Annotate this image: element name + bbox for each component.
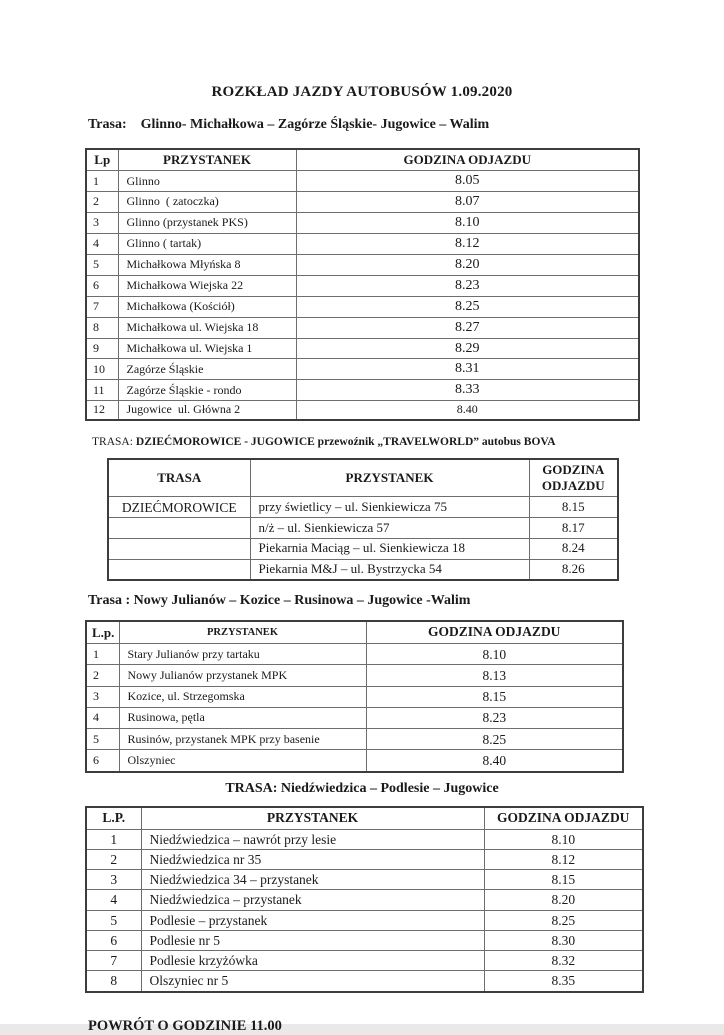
lp-cell: 2 — [86, 192, 118, 213]
stop-cell: Zagórze Śląskie - rondo — [118, 380, 296, 401]
table-row — [86, 359, 639, 380]
time-cell: 8.24 — [529, 538, 618, 559]
stop-column-header: PRZYSTANEK — [118, 149, 296, 171]
lp-cell: 3 — [86, 686, 119, 707]
route4-table — [85, 806, 644, 993]
time-cell: 8.31 — [296, 359, 639, 380]
lp-cell: 4 — [86, 233, 118, 254]
lp-cell: 2 — [86, 665, 119, 686]
time-cell: 8.23 — [296, 275, 639, 296]
header-row — [86, 149, 639, 171]
trasa-column-header: TRASA — [108, 459, 250, 497]
time-cell: 8.15 — [366, 686, 623, 707]
table-row — [86, 254, 639, 275]
lp-cell: 3 — [86, 870, 141, 890]
time-cell: 8.15 — [484, 870, 643, 890]
table-row — [86, 401, 639, 420]
stop-column-header: PRZYSTANEK — [141, 807, 484, 829]
stop-cell: Podlesie – przystanek — [141, 910, 484, 930]
time-cell: 8.35 — [484, 971, 643, 992]
route1-table-body — [86, 171, 639, 420]
table-row — [86, 192, 639, 213]
route2-heading — [92, 436, 724, 448]
table-row — [86, 317, 639, 338]
time-cell: 8.26 — [529, 559, 618, 580]
table-row — [108, 518, 618, 539]
lp-column-header: Lp — [86, 149, 118, 171]
stop-cell: Olszyniec — [119, 750, 366, 772]
lp-cell: 6 — [86, 750, 119, 772]
route1-heading-route: Glinno- Michałkowa – Zagórze Śląskie- Jugowice – Walim — [140, 117, 490, 132]
lp-cell: 1 — [86, 644, 119, 665]
route2-heading-label: TRASA: — [92, 435, 133, 448]
lp-cell: 11 — [86, 380, 118, 401]
table-row — [86, 380, 639, 401]
header-row — [108, 459, 618, 497]
header-row — [86, 621, 623, 643]
stop-cell: Nowy Julianów przystanek MPK — [119, 665, 366, 686]
time-cell: 8.29 — [296, 338, 639, 359]
trasa-cell — [108, 538, 250, 559]
time-cell: 8.05 — [296, 171, 639, 192]
table-row — [86, 686, 623, 707]
lp-cell: 5 — [86, 910, 141, 930]
route3-table-head — [86, 621, 623, 643]
lp-cell: 8 — [86, 317, 118, 338]
time-cell: 8.30 — [484, 930, 643, 950]
time-cell: 8.40 — [366, 750, 623, 772]
time-column-header: GODZINA ODJAZDU — [296, 149, 639, 171]
route2-table — [107, 458, 619, 582]
time-cell: 8.25 — [296, 296, 639, 317]
lp-cell: 12 — [86, 401, 118, 420]
lp-cell: 5 — [86, 729, 119, 750]
route4-table-body — [86, 829, 643, 992]
time-cell: 8.12 — [484, 849, 643, 869]
stop-cell: Glinno (przystanek PKS) — [118, 213, 296, 234]
table-row — [86, 910, 643, 930]
route2-table-body — [108, 497, 618, 581]
stop-cell: Niedźwiedzica – przystanek — [141, 890, 484, 910]
table-row — [86, 644, 623, 665]
stop-cell: Kozice, ul. Strzegomska — [119, 686, 366, 707]
stop-cell: Stary Julianów przy tartaku — [119, 644, 366, 665]
stop-cell: przy świetlicy – ul. Sienkiewicza 75 — [250, 497, 529, 518]
trasa-cell — [108, 559, 250, 580]
lp-cell: 4 — [86, 707, 119, 728]
time-cell: 8.10 — [366, 644, 623, 665]
stop-cell: Michałkowa (Kościół) — [118, 296, 296, 317]
time-column-header: GODZINA ODJAZDU — [529, 459, 618, 497]
stop-cell: Olszyniec nr 5 — [141, 971, 484, 992]
table-row — [86, 729, 623, 750]
table-row — [86, 971, 643, 992]
table-row — [86, 750, 623, 772]
stop-cell: Podlesie nr 5 — [141, 930, 484, 950]
stop-cell: Michałkowa Wiejska 22 — [118, 275, 296, 296]
lp-column-header: L.P. — [86, 807, 141, 829]
route1-table-head — [86, 149, 639, 171]
table-row — [86, 890, 643, 910]
table-row — [86, 171, 639, 192]
lp-cell: 9 — [86, 338, 118, 359]
stop-cell: Niedźwiedzica nr 35 — [141, 849, 484, 869]
stop-cell: Piekarnia M&J – ul. Bystrzycka 54 — [250, 559, 529, 580]
table-row — [86, 930, 643, 950]
lp-cell: 5 — [86, 254, 118, 275]
table-row — [108, 559, 618, 580]
time-cell: 8.13 — [366, 665, 623, 686]
route2-heading-route: DZIEĆMOROWICE - JUGOWICE przewoźnik „TRAVELWORLD” autobus BOVA — [135, 435, 556, 448]
time-cell: 8.32 — [484, 951, 643, 971]
stop-cell: Michałkowa ul. Wiejska 1 — [118, 338, 296, 359]
stop-cell: Glinno ( zatoczka) — [118, 192, 296, 213]
route1-heading-label: Trasa: — [88, 117, 127, 132]
lp-cell: 2 — [86, 849, 141, 869]
table-row — [86, 849, 643, 869]
route1-heading — [88, 117, 724, 133]
table-row — [86, 338, 639, 359]
route3-table — [85, 620, 624, 772]
lp-cell: 3 — [86, 213, 118, 234]
stop-column-header: PRZYSTANEK — [119, 621, 366, 643]
stop-cell: Podlesie krzyżówka — [141, 951, 484, 971]
table-row — [86, 275, 639, 296]
time-column-header: GODZINA ODJAZDU — [366, 621, 623, 643]
stop-cell: Rusinów, przystanek MPK przy basenie — [119, 729, 366, 750]
return-time-note: POWRÓT O GODZINIE 11.00 — [88, 1017, 282, 1034]
table-row — [86, 296, 639, 317]
table-row — [86, 233, 639, 254]
time-cell: 8.10 — [484, 829, 643, 849]
stop-cell: Rusinowa, pętla — [119, 707, 366, 728]
time-cell: 8.40 — [296, 401, 639, 420]
stop-column-header: PRZYSTANEK — [250, 459, 529, 497]
stop-cell: Niedźwiedzica – nawrót przy lesie — [141, 829, 484, 849]
time-cell: 8.20 — [296, 254, 639, 275]
time-cell: 8.12 — [296, 233, 639, 254]
route3-table-body — [86, 644, 623, 772]
table-row — [86, 213, 639, 234]
stop-cell: Glinno — [118, 171, 296, 192]
time-cell: 8.17 — [529, 518, 618, 539]
table-row — [108, 497, 618, 518]
stop-cell: Michałkowa ul. Wiejska 18 — [118, 317, 296, 338]
page-title: ROZKŁAD JAZDY AUTOBUSÓW 1.09.2020 — [211, 84, 513, 100]
time-column-header: GODZINA ODJAZDU — [484, 807, 643, 829]
stop-cell: Glinno ( tartak) — [118, 233, 296, 254]
time-cell: 8.23 — [366, 707, 623, 728]
table-row — [86, 870, 643, 890]
stop-cell: Zagórze Śląskie — [118, 359, 296, 380]
stop-cell: n/ż – ul. Sienkiewicza 57 — [250, 518, 529, 539]
stop-cell: Jugowice ul. Główna 2 — [118, 401, 296, 420]
lp-cell: 10 — [86, 359, 118, 380]
time-cell: 8.25 — [366, 729, 623, 750]
time-cell: 8.25 — [484, 910, 643, 930]
stop-cell: Michałkowa Młyńska 8 — [118, 254, 296, 275]
time-cell: 8.20 — [484, 890, 643, 910]
lp-cell: 1 — [86, 829, 141, 849]
table-row — [86, 665, 623, 686]
lp-cell: 7 — [86, 296, 118, 317]
lp-cell: 7 — [86, 951, 141, 971]
trasa-cell — [108, 518, 250, 539]
route2-table-head — [108, 459, 618, 497]
lp-cell: 6 — [86, 275, 118, 296]
table-row — [108, 538, 618, 559]
lp-cell: 8 — [86, 971, 141, 992]
stop-cell: Niedźwiedzica 34 – przystanek — [141, 870, 484, 890]
time-cell: 8.33 — [296, 380, 639, 401]
route4-heading: TRASA: Niedźwiedzica – Podlesie – Jugowice — [225, 780, 499, 796]
route1-table — [85, 148, 640, 421]
table-row — [86, 951, 643, 971]
time-cell: 8.27 — [296, 317, 639, 338]
time-cell: 8.10 — [296, 213, 639, 234]
route4-table-head — [86, 807, 643, 829]
lp-cell: 4 — [86, 890, 141, 910]
table-row — [86, 829, 643, 849]
lp-cell: 1 — [86, 171, 118, 192]
lp-column-header: L.p. — [86, 621, 119, 643]
header-row — [86, 807, 643, 829]
lp-cell: 6 — [86, 930, 141, 950]
time-cell: 8.07 — [296, 192, 639, 213]
time-cell: 8.15 — [529, 497, 618, 518]
stop-cell: Piekarnia Maciąg – ul. Sienkiewicza 18 — [250, 538, 529, 559]
trasa-cell: DZIEĆMOROWICE — [108, 497, 250, 518]
route3-heading: Trasa : Nowy Julianów – Kozice – Rusinowa – Jugowice -Walim — [88, 593, 471, 609]
table-row — [86, 707, 623, 728]
